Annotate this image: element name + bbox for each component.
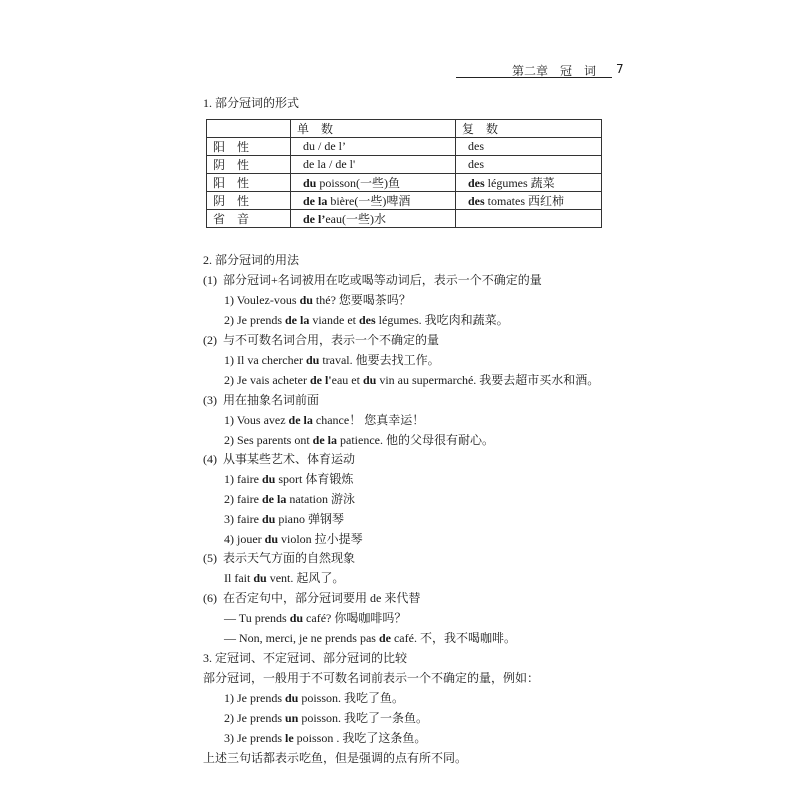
usage-heading: (2) 与不可数名词合用，表示一个不确定的量	[203, 333, 440, 347]
row-label: 阳 性	[207, 174, 291, 192]
table-row	[207, 192, 602, 210]
example-sentence: 2) Ses parents ont de la patience. 他的父母很有耐心。	[224, 433, 494, 447]
example-sentence: 2) Je vais acheter de l'eau et du vin au supermarché. 我要去超市买水和酒。	[224, 373, 600, 387]
table-row	[207, 138, 602, 156]
partitive-article-forms-table	[206, 119, 602, 228]
singular-cell: de la bière(一些)啤酒	[291, 192, 456, 210]
dialogue-line: — Tu prends du café? 你喝咖啡吗？	[224, 611, 407, 625]
section-3-conclusion: 上述三句话都表示吃鱼，但是强调的点有所不同。	[203, 751, 468, 765]
dialogue-line: — Non, merci, je ne prends pas de café. 不，我不喝咖啡。	[224, 631, 516, 645]
table-header-cell	[207, 120, 291, 138]
example-sentence: 1) faire du sport 体育锻炼	[224, 472, 354, 486]
table-row	[207, 210, 602, 228]
row-label: 阳 性	[207, 138, 291, 156]
example-sentence: 2) faire de la natation 游泳	[224, 492, 355, 506]
singular-cell: de l’eau(一些)水	[291, 210, 456, 228]
section-3-title: 3. 定冠词、不定冠词、部分冠词的比较	[203, 651, 408, 665]
example-sentence: 2) Je prends de la viande et des légumes. 我吃肉和蔬菜。	[224, 313, 509, 327]
example-sentence: 1) Je prends du poisson. 我吃了鱼。	[224, 691, 405, 705]
usage-heading: (3) 用在抽象名词前面	[203, 393, 320, 407]
singular-cell: du poisson(一些)鱼	[291, 174, 456, 192]
usage-heading: (1) 部分冠词+名词被用在吃或喝等动词后，表示一个不确定的量	[203, 273, 542, 287]
chapter-title: 第二章 冠 词	[512, 64, 597, 78]
example-sentence: 3) faire du piano 弹钢琴	[224, 512, 345, 526]
plural-cell: des tomates 西红柿	[456, 192, 602, 210]
example-sentence: 4) jouer du violon 拉小提琴	[224, 532, 363, 546]
usage-heading: (4) 从事某些艺术、体育运动	[203, 452, 356, 466]
row-label: 阴 性	[207, 156, 291, 174]
section-2-title: 2. 部分冠词的用法	[203, 253, 300, 267]
usage-heading: (5) 表示天气方面的自然现象	[203, 551, 356, 565]
example-sentence: 1) Il va chercher du traval. 他要去找工作。	[224, 353, 440, 367]
example-sentence: 1) Voulez-vous du thé? 您要喝茶吗？	[224, 293, 411, 307]
example-sentence: Il fait du vent. 起风了。	[224, 571, 345, 585]
row-label: 省 音	[207, 210, 291, 228]
page-number: 7	[616, 62, 624, 76]
table-header-cell: 单 数	[291, 120, 456, 138]
singular-cell: du / de l’	[291, 138, 456, 156]
section-1-title: 1. 部分冠词的形式	[203, 96, 300, 110]
table-header-row	[207, 120, 602, 138]
table-header-cell: 复 数	[456, 120, 602, 138]
plural-cell	[456, 210, 602, 228]
plural-cell: des	[456, 156, 602, 174]
example-sentence: 1) Vous avez de la chance！ 您真幸运！	[224, 413, 425, 427]
table-row	[207, 174, 602, 192]
plural-cell: des	[456, 138, 602, 156]
usage-heading: (6) 在否定句中，部分冠词要用 de 来代替	[203, 591, 421, 605]
singular-cell: de la / de l'	[291, 156, 456, 174]
plural-cell: des légumes 蔬菜	[456, 174, 602, 192]
section-3-intro: 部分冠词，一般用于不可数名词前表示一个不确定的量，例如：	[203, 671, 540, 685]
example-sentence: 2) Je prends un poisson. 我吃了一条鱼。	[224, 711, 429, 725]
example-sentence: 3) Je prends le poisson . 我吃了这条鱼。	[224, 731, 427, 745]
running-header	[456, 62, 626, 78]
table-row	[207, 156, 602, 174]
row-label: 阴 性	[207, 192, 291, 210]
header-rule	[456, 77, 612, 78]
